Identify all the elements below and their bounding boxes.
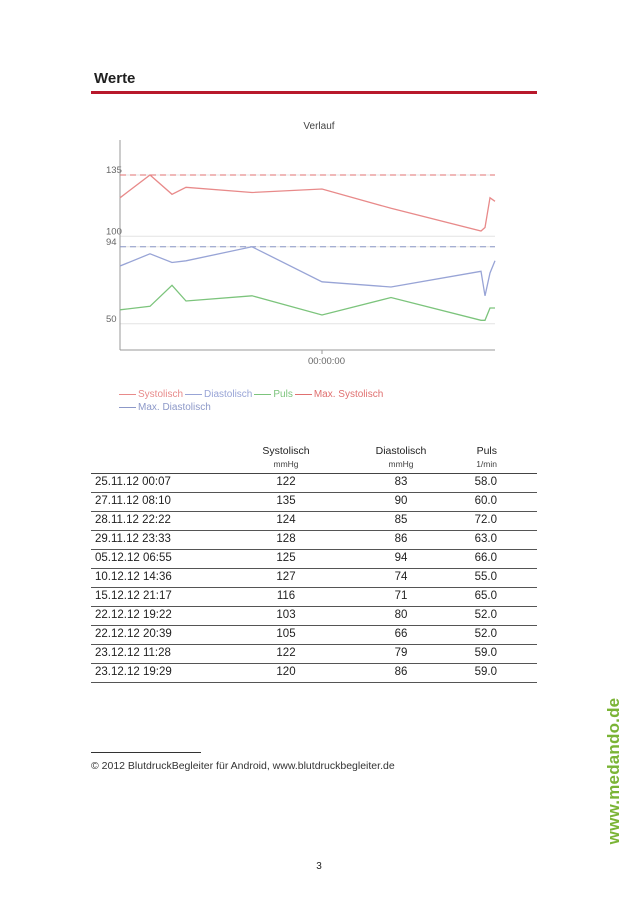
pulse-cell: 59.0 xyxy=(474,666,497,678)
date-cell: 22.12.12 20:39 xyxy=(95,628,172,640)
legend-item xyxy=(119,402,211,413)
page-number: 3 xyxy=(316,861,322,872)
pulse-cell: 66.0 xyxy=(474,552,497,564)
date-cell: 27.11.12 08:10 xyxy=(95,495,171,507)
unit-pulse: 1/min xyxy=(476,459,497,469)
legend-swatch xyxy=(254,394,271,395)
table-row xyxy=(91,588,537,607)
diastolic-cell: 80 xyxy=(394,609,408,621)
table-row xyxy=(91,531,537,550)
systolic-cell: 135 xyxy=(276,495,296,507)
pulse-cell: 52.0 xyxy=(474,628,497,640)
unit-systolic: mmHg xyxy=(273,459,299,469)
legend-label: Max. Systolisch xyxy=(313,389,384,400)
legend-label: Diastolisch xyxy=(204,389,253,400)
date-cell: 15.12.12 21:17 xyxy=(95,590,172,602)
pulse-cell: 65.0 xyxy=(474,590,497,602)
table-row xyxy=(91,550,537,569)
table-row xyxy=(91,664,537,683)
systolic-cell: 125 xyxy=(276,552,296,564)
diastolic-cell: 85 xyxy=(394,514,408,526)
legend-item xyxy=(254,389,292,400)
pulse-cell: 58.0 xyxy=(474,476,497,488)
systolic-cell: 122 xyxy=(276,647,296,659)
y-tick-label: 135 xyxy=(106,165,122,176)
date-cell: 22.12.12 19:22 xyxy=(95,609,172,621)
table-row xyxy=(91,493,537,512)
y-tick-label: 50 xyxy=(106,313,117,325)
date-cell: 23.12.12 19:29 xyxy=(95,666,172,678)
date-cell: 23.12.12 11:28 xyxy=(95,647,171,659)
diastolic-cell: 86 xyxy=(394,533,408,545)
table-body xyxy=(91,474,537,683)
legend-item xyxy=(295,389,383,400)
series-line xyxy=(120,285,495,320)
y-tick-label: 100 xyxy=(106,226,122,238)
date-cell: 25.11.12 00:07 xyxy=(95,476,171,488)
systolic-cell: 127 xyxy=(276,571,296,583)
systolic-cell: 124 xyxy=(276,514,296,526)
diastolic-cell: 79 xyxy=(394,647,408,659)
chart-title: Verlauf xyxy=(303,121,335,132)
vertical-url: www.medando.de xyxy=(604,697,623,845)
pulse-cell: 55.0 xyxy=(474,571,497,583)
legend-label: Systolisch xyxy=(138,389,184,400)
table-row xyxy=(91,645,537,664)
legend-label: Max. Diastolisch xyxy=(138,402,211,413)
header-diastolic: Diastolisch xyxy=(375,445,427,457)
systolic-cell: 120 xyxy=(276,666,296,678)
y-tick-label: 94 xyxy=(106,236,117,248)
legend-swatch xyxy=(119,407,136,408)
header-pulse: Puls xyxy=(476,445,497,457)
diastolic-cell: 86 xyxy=(394,666,408,678)
pulse-cell: 59.0 xyxy=(474,647,497,659)
diastolic-cell: 71 xyxy=(394,590,408,602)
diastolic-cell: 83 xyxy=(394,476,408,488)
unit-diastolic: mmHg xyxy=(388,459,414,469)
systolic-cell: 122 xyxy=(276,476,296,488)
header-systolic: Systolisch xyxy=(262,445,310,457)
copyright-footnote: © 2012 BlutdruckBegleiter für Android, www.blutdruckbegleiter.de xyxy=(91,760,395,772)
legend-swatch xyxy=(295,394,312,395)
legend-swatch xyxy=(185,394,202,395)
pulse-cell: 60.0 xyxy=(474,495,497,507)
diastolic-cell: 66 xyxy=(394,628,408,640)
series-line xyxy=(120,247,495,296)
table-header xyxy=(91,445,537,459)
legend-label: Puls xyxy=(273,389,293,400)
section-heading: Werte xyxy=(94,70,136,87)
date-cell: 28.11.12 22:22 xyxy=(95,514,171,526)
values-table xyxy=(91,445,537,683)
diastolic-cell: 90 xyxy=(394,495,408,507)
table-units xyxy=(91,459,537,474)
table-row xyxy=(91,569,537,588)
legend-item xyxy=(119,389,183,400)
systolic-cell: 105 xyxy=(276,628,296,640)
diastolic-cell: 94 xyxy=(394,552,408,564)
systolic-cell: 116 xyxy=(276,590,296,602)
date-cell: 05.12.12 06:55 xyxy=(95,552,172,564)
pulse-cell: 52.0 xyxy=(474,609,497,621)
chart-legend xyxy=(119,387,439,413)
table-row xyxy=(91,626,537,645)
table-row xyxy=(91,474,537,493)
footnote-rule xyxy=(91,752,201,753)
series-line xyxy=(120,175,495,231)
pulse-cell: 72.0 xyxy=(474,514,497,526)
date-cell: 29.11.12 23:33 xyxy=(95,533,171,545)
legend-item xyxy=(185,389,252,400)
table-row xyxy=(91,512,537,531)
legend-swatch xyxy=(119,394,136,395)
diastolic-cell: 74 xyxy=(394,571,408,583)
systolic-cell: 128 xyxy=(276,533,296,545)
date-cell: 10.12.12 14:36 xyxy=(95,571,172,583)
pulse-cell: 63.0 xyxy=(474,533,497,545)
systolic-cell: 103 xyxy=(276,609,296,621)
x-tick-label: 00:00:00 xyxy=(308,356,345,367)
table-row xyxy=(91,607,537,626)
